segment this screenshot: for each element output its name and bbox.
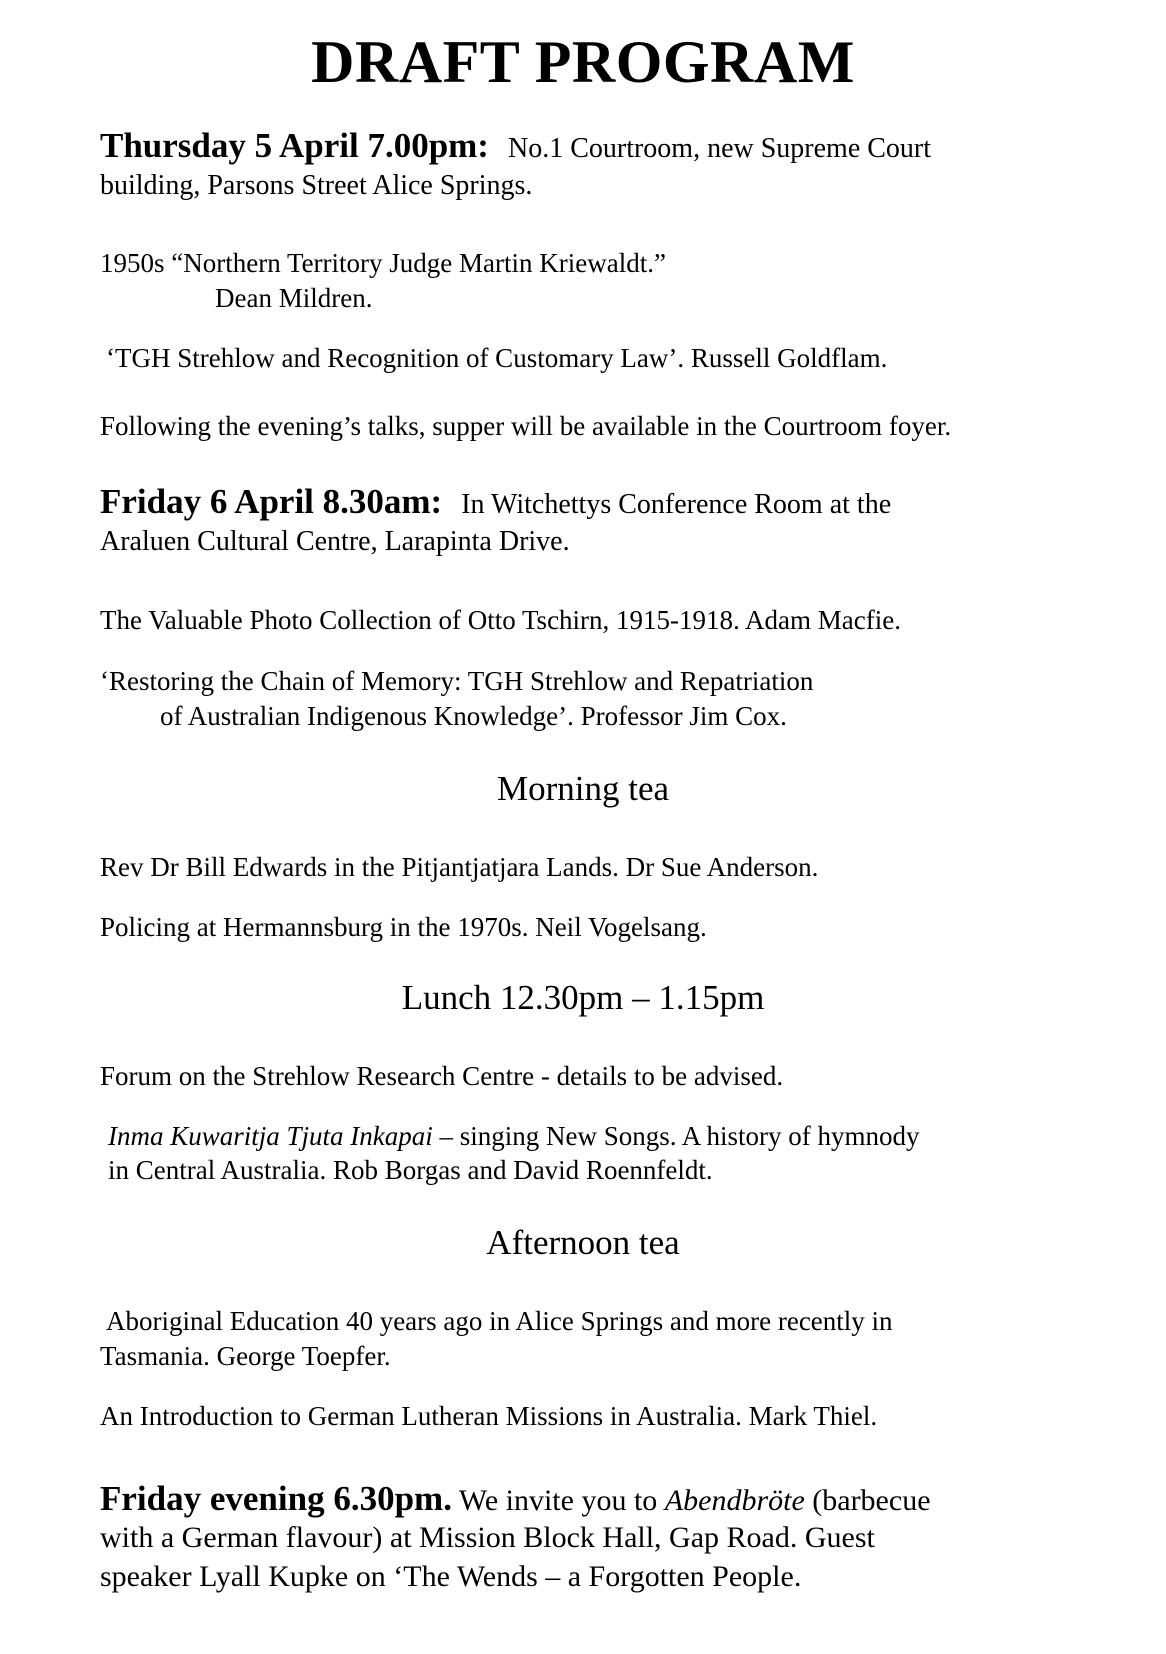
thursday-heading-line	[100, 128, 931, 167]
friday-talk-6: Aboriginal Education 40 years ago in Alice Springs and more recently in	[106, 1306, 893, 1336]
friday-talk-6-cont: Tasmania. George Toepfer.	[100, 1341, 391, 1371]
friday-talk-2: ‘Restoring the Chain of Memory: TGH Strehlow and Repatriation	[100, 666, 814, 696]
thursday-talk-1: 1950s “Northern Territory Judge Martin Kriewaldt.”	[100, 248, 666, 278]
evening-line-2: with a German flavour) at Mission Block Hall, Gap Road. Guest	[100, 1521, 875, 1554]
evening-heading: Friday evening 6.30pm.	[100, 1479, 452, 1518]
evening-text-a: We invite you to	[451, 1484, 665, 1517]
friday-heading-line	[100, 484, 891, 523]
friday-venue: In Witchettys Conference Room at the	[461, 489, 892, 520]
evening-abendbrote: Abendbröte	[664, 1484, 805, 1517]
friday-talk-5-cont: in Central Australia. Rob Borgas and David Roennfeldt.	[108, 1155, 713, 1185]
friday-talk-4: Policing at Hermannsburg in the 1970s. Neil Vogelsang.	[100, 912, 707, 942]
friday-talk-7: An Introduction to German Lutheran Missions in Australia. Mark Thiel.	[100, 1401, 878, 1431]
friday-heading: Friday 6 April 8.30am:	[100, 482, 443, 521]
lunch: Lunch 12.30pm – 1.15pm	[401, 978, 765, 1017]
evening-text-b: (barbecue	[804, 1484, 931, 1517]
page-title: DRAFT PROGRAM	[311, 29, 855, 95]
forum: Forum on the Strehlow Research Centre - details to be advised.	[100, 1061, 784, 1091]
thursday-venue: No.1 Courtroom, new Supreme Court	[507, 133, 932, 164]
talk-5-rest: – singing New Songs. A history of hymnody	[432, 1121, 920, 1151]
thursday-venue-line2: building, Parsons Street Alice Springs.	[100, 170, 533, 201]
friday-talk-3: Rev Dr Bill Edwards in the Pitjantjatjara Lands. Dr Sue Anderson.	[100, 852, 819, 882]
afternoon-tea: Afternoon tea	[486, 1223, 680, 1262]
evening-line-1	[100, 1479, 931, 1520]
friday-talk-2-cont: of Australian Indigenous Knowledge’. Professor Jim Cox.	[160, 701, 787, 731]
friday-talk-1: The Valuable Photo Collection of Otto Tschirn, 1915-1918. Adam Macfie.	[100, 605, 901, 635]
friday-talk-5	[108, 1119, 920, 1154]
friday-venue-line2: Araluen Cultural Centre, Larapinta Drive.	[100, 526, 570, 557]
thursday-talk-2: ‘TGH Strehlow and Recognition of Customary Law’. Russell Goldflam.	[106, 343, 888, 373]
thursday-talk-1-speaker: Dean Mildren.	[215, 283, 373, 313]
talk-5-title: Inma Kuwaritja Tjuta Inkapai	[108, 1121, 433, 1151]
thursday-heading: Thursday 5 April 7.00pm:	[100, 126, 489, 165]
evening-line-3: speaker Lyall Kupke on ‘The Wends – a Forgotten People.	[100, 1560, 802, 1593]
morning-tea: Morning tea	[496, 769, 670, 808]
thursday-supper: Following the evening’s talks, supper will be available in the Courtroom foyer.	[100, 411, 952, 441]
